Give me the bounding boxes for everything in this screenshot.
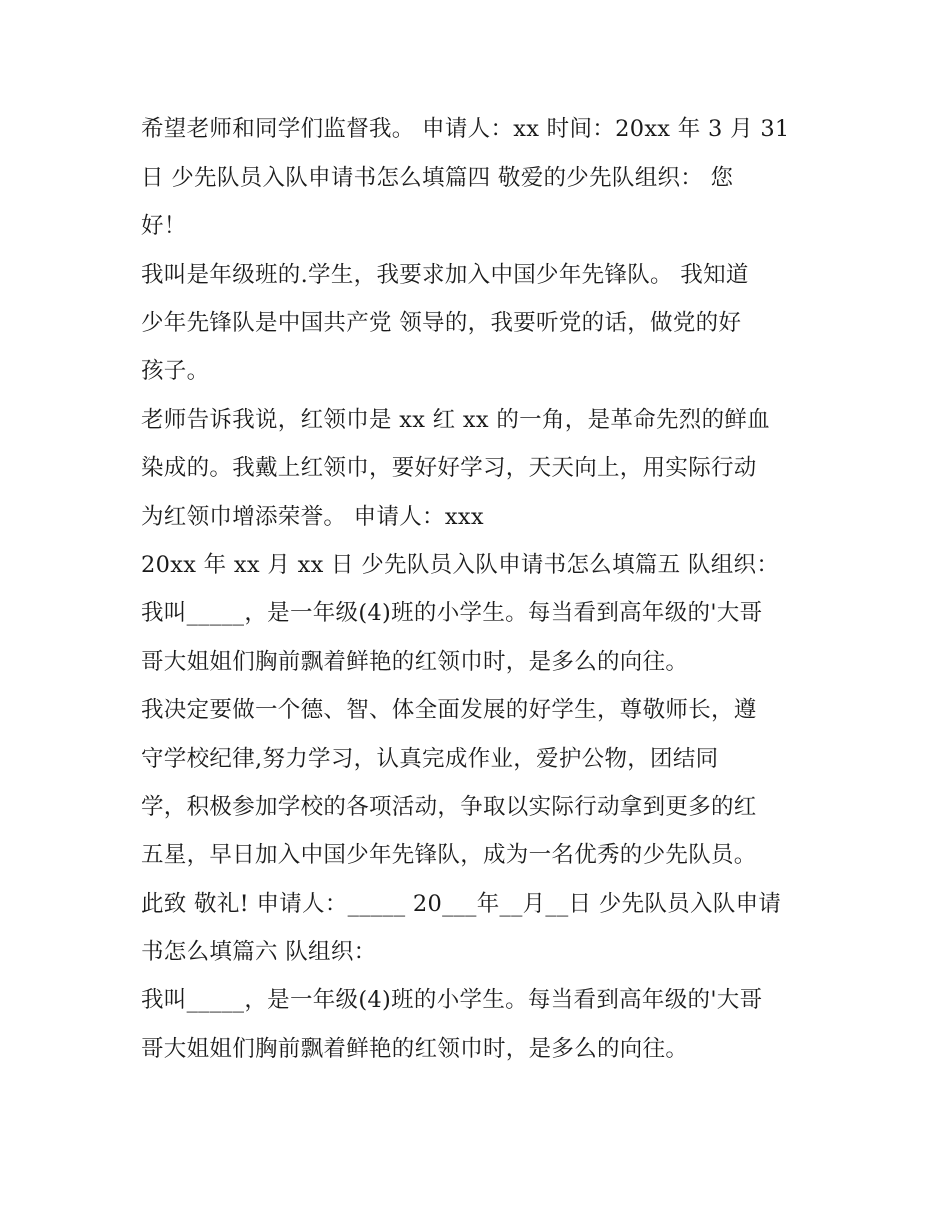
text-line: 日 少先队员入队申请书怎么填篇四 敬爱的少先队组织： 您: [141, 164, 734, 191]
text-line: 哥大姐姐们胸前飘着鲜艳的红领巾时，是多么的向往。: [141, 1035, 689, 1062]
text-line: 少年先锋队是中国共产党 领导的，我要听党的话，做党的好: [141, 310, 742, 336]
text-line: 我叫_____，是一年级(4)班的小学生。每当看到高年级的'大哥: [141, 987, 763, 1014]
text-line: 此致 敬礼! 申请人：_____ 20___年__月__日 少先队员入队申请: [141, 890, 782, 917]
text-line: 希望老师和同学们监督我。 申请人：xx 时间：20xx 年 3 月 31: [141, 116, 790, 143]
text-line: 哥大姐姐们胸前飘着鲜艳的红领巾时，是多么的向往。: [141, 648, 689, 675]
text-line: 学，积极参加学校的各项活动，争取以实际行动拿到更多的红: [141, 793, 757, 820]
text-line: 五星，早日加入中国少年先锋队，成为一名优秀的少先队员。: [141, 842, 757, 869]
text-line: 孩子。: [141, 358, 210, 385]
text-line: 我决定要做一个德、智、体全面发展的好学生，尊敬师长，遵: [141, 697, 757, 724]
text-line: 老师告诉我说，红领巾是 xx 红 xx 的一角，是革命先烈的鲜血: [141, 406, 770, 433]
text-line: 好！: [141, 213, 187, 240]
text-line: 我叫_____，是一年级(4)班的小学生。每当看到高年级的'大哥: [141, 600, 763, 627]
document-body: [141, 106, 821, 1074]
text-line: 20xx 年 xx 月 xx 日 少先队员入队申请书怎么填篇五 队组织：: [141, 551, 780, 578]
text-line: 书怎么填篇六 队组织：: [141, 939, 377, 966]
text-line: 为红领巾增添荣誉。 申请人：xxx: [141, 503, 484, 530]
text-line: 染成的。我戴上红领巾，要好好学习，天天向上，用实际行动: [141, 455, 757, 482]
text-line: 我叫是年级班的.学生，我要求加入中国少年先锋队。 我知道: [141, 261, 749, 288]
text-line: 守学校纪律,努力学习，认真完成作业，爱护公物，团结同: [141, 745, 719, 772]
